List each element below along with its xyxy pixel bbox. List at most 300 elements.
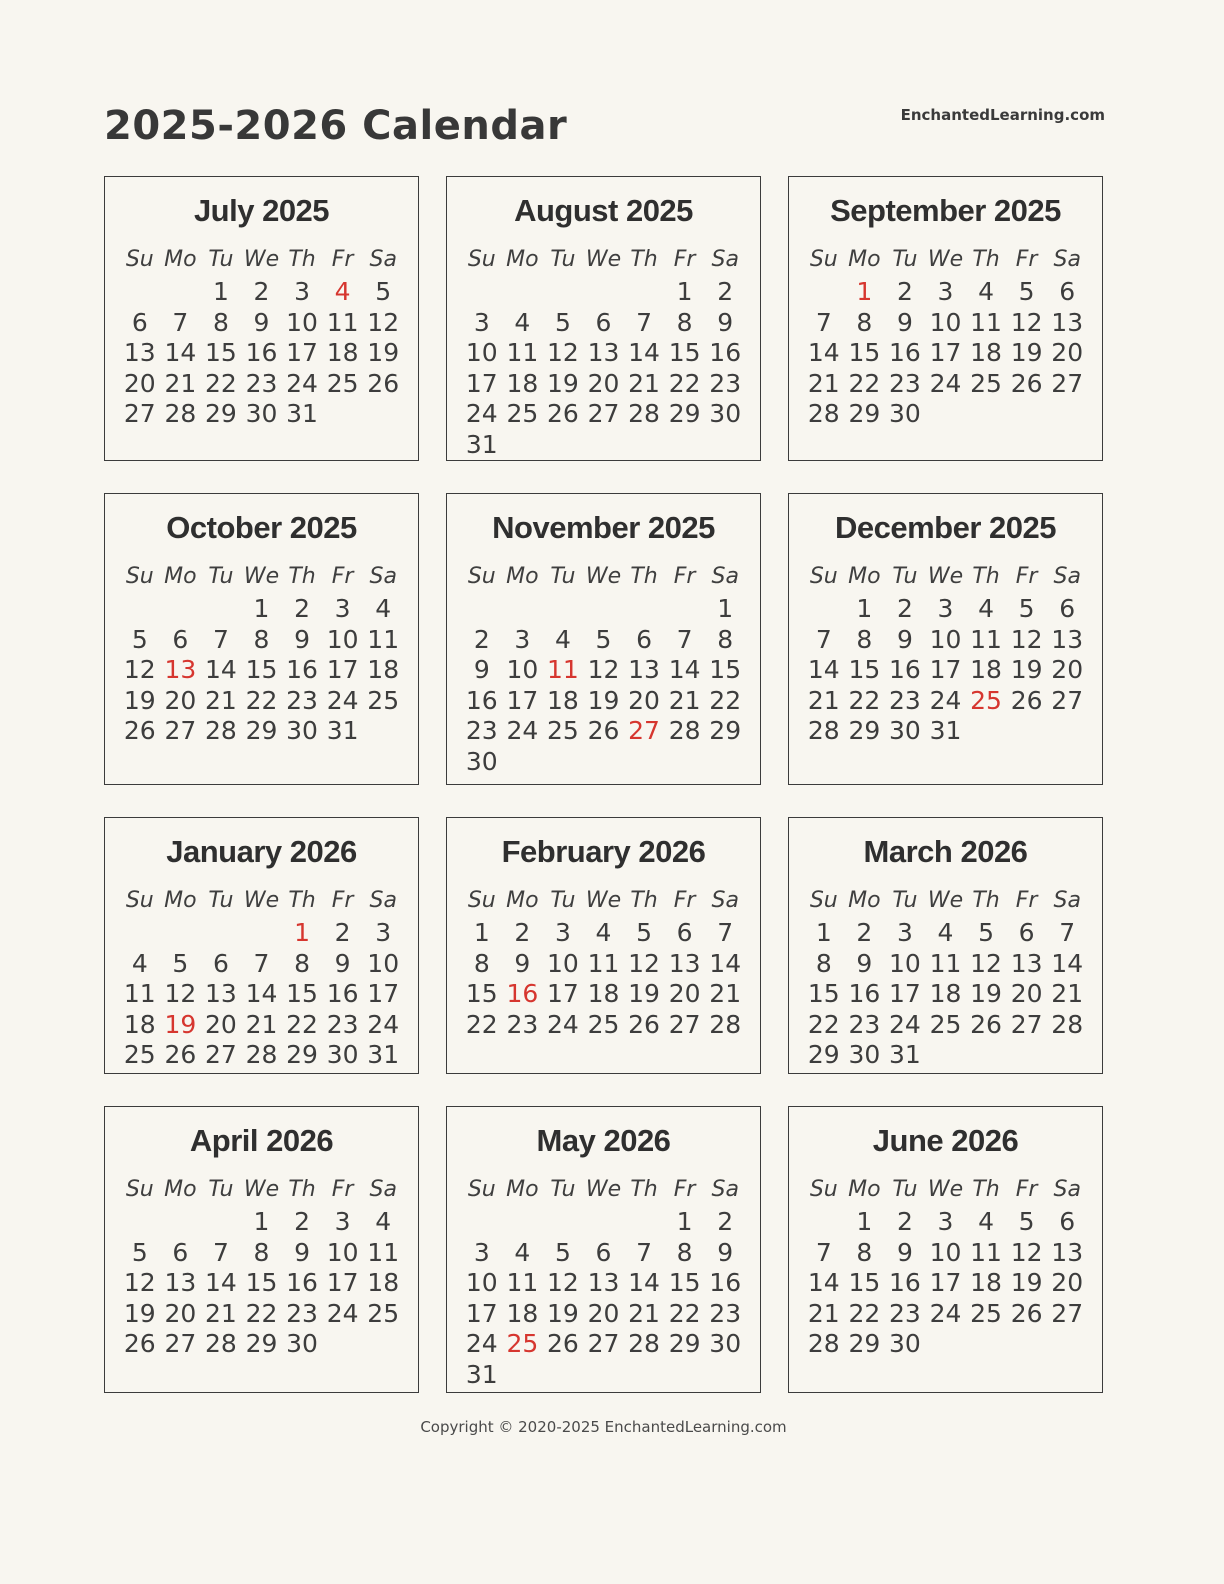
- date-cell: 9: [294, 1237, 311, 1267]
- empty-cell: [583, 277, 624, 308]
- page-title: 2025-2026 Calendar: [104, 103, 568, 149]
- empty-cell: [925, 399, 966, 430]
- date-cell: 1: [676, 1207, 693, 1236]
- day-header: Th: [288, 247, 316, 272]
- date-cell: 22: [807, 1009, 840, 1039]
- empty-cell: [1006, 716, 1047, 747]
- day-header: Su: [125, 888, 154, 913]
- date-cell: 29: [848, 1329, 881, 1358]
- empty-cell: [1047, 1040, 1088, 1071]
- day-header: Mo: [164, 888, 197, 913]
- date-cell: 16: [848, 979, 881, 1008]
- empty-cell: [804, 594, 845, 625]
- day-header: Tu: [208, 1177, 234, 1202]
- date-cell: 20: [164, 685, 197, 715]
- date-cell: 11: [123, 979, 156, 1008]
- date-cell: 27: [164, 1329, 197, 1358]
- date-cell: 6: [131, 307, 148, 337]
- date-cell: 19: [123, 1298, 156, 1328]
- day-header: Fr: [331, 888, 354, 913]
- day-header: Fr: [1015, 247, 1038, 272]
- date-cell: 4: [375, 1207, 392, 1236]
- day-header-row: [462, 1173, 746, 1207]
- date-cell: 19: [547, 1298, 579, 1328]
- date-cell: 9: [896, 1237, 913, 1267]
- day-header: Su: [467, 888, 496, 913]
- month-box: [446, 817, 761, 1074]
- day-header: Sa: [711, 888, 739, 913]
- date-cell: 7: [1059, 918, 1076, 947]
- empty-cell: [966, 1329, 1007, 1360]
- day-header: Th: [288, 1177, 316, 1202]
- date-cell: 4: [937, 918, 954, 947]
- date-cell: 13: [1051, 1237, 1084, 1267]
- date-cell: 24: [929, 368, 962, 398]
- date-cell: 2: [473, 624, 490, 654]
- day-header: We: [585, 247, 622, 272]
- date-cell: 3: [896, 918, 913, 947]
- date-cell: 26: [164, 1040, 197, 1069]
- date-cell: 7: [676, 624, 693, 654]
- copyright: Copyright © 2020-2025 EnchantedLearning.com: [420, 1418, 787, 1436]
- day-header-row: [120, 884, 404, 918]
- date-cell: 10: [929, 1237, 962, 1267]
- date-cell: 11: [547, 655, 579, 684]
- date-cell: 12: [1010, 1237, 1043, 1267]
- date-cell: 5: [375, 277, 392, 306]
- month-title: August 2025: [514, 193, 693, 228]
- day-header: Su: [467, 564, 496, 589]
- date-cell: 8: [815, 948, 832, 978]
- date-cell: 20: [205, 1009, 237, 1039]
- day-header: Su: [809, 1177, 838, 1202]
- date-cell: 5: [595, 624, 612, 654]
- date-cell: 5: [1018, 277, 1035, 306]
- empty-cell: [160, 594, 201, 625]
- date-cell: 31: [326, 716, 359, 745]
- date-cell: 3: [937, 594, 954, 623]
- month-title: July 2025: [193, 193, 330, 228]
- date-cell: 13: [628, 655, 660, 684]
- date-cell: 16: [245, 338, 278, 367]
- date-cell: 15: [848, 338, 881, 367]
- day-header: Mo: [164, 247, 197, 272]
- date-cell: 15: [668, 338, 701, 367]
- date-cell: 3: [473, 307, 490, 337]
- day-header: Tu: [550, 564, 576, 589]
- date-cell: 13: [1010, 948, 1043, 978]
- date-cell: 4: [334, 277, 351, 306]
- date-cell: 6: [172, 1237, 189, 1267]
- empty-cell: [705, 430, 746, 461]
- date-cell: 8: [717, 624, 734, 654]
- date-cell: 30: [889, 399, 921, 428]
- date-cell: 7: [815, 1237, 832, 1267]
- date-cell: 16: [709, 338, 742, 367]
- date-cell: 25: [587, 1009, 620, 1039]
- empty-cell: [664, 430, 705, 461]
- empty-cell: [363, 1329, 404, 1360]
- day-header: Th: [972, 1177, 1000, 1202]
- date-cell: 14: [628, 1268, 660, 1297]
- date-cell: 3: [334, 1207, 351, 1236]
- date-cell: 14: [628, 338, 660, 367]
- date-cell: 13: [587, 1268, 620, 1297]
- date-cell: 7: [636, 307, 653, 337]
- empty-cell: [624, 594, 665, 625]
- date-cell: 31: [465, 429, 498, 459]
- date-cell: 10: [547, 948, 579, 978]
- empty-cell: [705, 1360, 746, 1391]
- date-cell: 12: [587, 655, 620, 684]
- day-header: Fr: [673, 247, 696, 272]
- date-cell: 24: [547, 1009, 579, 1039]
- date-cell: 26: [628, 1009, 660, 1039]
- date-cell: 12: [1010, 624, 1043, 654]
- date-cell: 27: [587, 1329, 620, 1358]
- date-cell: 2: [294, 1207, 311, 1236]
- date-cell: 2: [856, 918, 873, 947]
- empty-cell: [543, 747, 584, 778]
- day-header: Sa: [369, 564, 397, 589]
- date-cell: 8: [253, 624, 270, 654]
- date-cell: 27: [1051, 1298, 1084, 1328]
- date-cell: 30: [465, 746, 498, 776]
- empty-cell: [583, 747, 624, 778]
- date-cell: 21: [628, 1298, 660, 1328]
- day-header-row: [462, 560, 746, 594]
- empty-cell: [543, 1207, 584, 1238]
- date-cell: 5: [172, 948, 189, 978]
- date-grid: [120, 1207, 404, 1360]
- date-cell: 30: [326, 1040, 359, 1069]
- date-cell: 14: [668, 655, 701, 684]
- date-cell: 1: [253, 594, 270, 623]
- date-cell: 4: [514, 1237, 531, 1267]
- date-cell: 13: [1051, 624, 1084, 654]
- date-cell: 3: [554, 918, 571, 947]
- empty-cell: [543, 594, 584, 625]
- date-cell: 24: [929, 1298, 962, 1328]
- date-cell: 28: [164, 399, 197, 428]
- day-header: Sa: [1053, 247, 1081, 272]
- date-cell: 27: [1010, 1009, 1043, 1039]
- empty-cell: [966, 716, 1007, 747]
- date-cell: 1: [856, 277, 873, 306]
- date-cell: 18: [587, 979, 620, 1008]
- calendar-grid: [104, 176, 1103, 1393]
- month-box: [446, 176, 761, 461]
- date-cell: 16: [889, 1268, 921, 1297]
- day-header-row: [804, 884, 1088, 918]
- date-cell: 25: [970, 685, 1002, 715]
- date-cell: 9: [856, 948, 873, 978]
- date-cell: 15: [709, 655, 742, 684]
- day-header: Th: [630, 247, 658, 272]
- date-cell: 4: [514, 307, 531, 337]
- date-cell: 7: [212, 1237, 229, 1267]
- date-cell: 29: [245, 716, 278, 745]
- date-cell: 17: [286, 338, 318, 367]
- date-cell: 3: [937, 1207, 954, 1236]
- day-header: We: [927, 247, 964, 272]
- date-cell: 1: [676, 277, 693, 306]
- date-cell: 13: [1051, 307, 1084, 337]
- date-cell: 10: [465, 1268, 498, 1297]
- date-cell: 22: [465, 1009, 498, 1039]
- day-header: Tu: [550, 1177, 576, 1202]
- date-cell: 15: [465, 979, 498, 1008]
- date-cell: 17: [326, 655, 359, 684]
- day-header: Sa: [711, 1177, 739, 1202]
- date-cell: 21: [164, 368, 197, 398]
- date-cell: 27: [668, 1009, 701, 1039]
- date-cell: 30: [889, 1329, 921, 1358]
- date-cell: 19: [164, 1009, 197, 1039]
- day-header: Tu: [892, 1177, 918, 1202]
- day-header: Tu: [892, 888, 918, 913]
- date-cell: 6: [1059, 277, 1076, 306]
- date-cell: 20: [1051, 1268, 1084, 1297]
- date-cell: 16: [326, 979, 359, 1008]
- month-box: [788, 1106, 1103, 1393]
- date-cell: 4: [375, 594, 392, 623]
- date-cell: 9: [896, 307, 913, 337]
- day-header: Su: [467, 247, 496, 272]
- month-title: February 2026: [501, 834, 706, 869]
- day-header: We: [585, 1177, 622, 1202]
- empty-cell: [624, 1207, 665, 1238]
- date-cell: 16: [286, 1268, 318, 1297]
- date-cell: 26: [587, 716, 620, 745]
- date-cell: 14: [164, 338, 197, 367]
- date-cell: 28: [807, 399, 840, 428]
- date-cell: 24: [286, 368, 318, 398]
- empty-cell: [462, 277, 503, 308]
- day-header: Mo: [848, 247, 881, 272]
- date-cell: 16: [709, 1268, 742, 1297]
- date-cell: 5: [1018, 594, 1035, 623]
- date-cell: 20: [587, 368, 620, 398]
- empty-cell: [201, 594, 242, 625]
- date-cell: 23: [465, 716, 498, 745]
- month-title: November 2025: [492, 510, 715, 545]
- day-header-row: [804, 560, 1088, 594]
- date-cell: 1: [815, 918, 832, 947]
- empty-cell: [925, 1329, 966, 1360]
- month-box: [104, 493, 419, 785]
- date-cell: 3: [514, 624, 531, 654]
- date-cell: 22: [205, 368, 237, 398]
- date-cell: 26: [547, 399, 579, 428]
- date-cell: 25: [367, 1298, 400, 1328]
- date-cell: 5: [131, 624, 148, 654]
- date-cell: 24: [465, 1329, 498, 1358]
- date-cell: 4: [978, 1207, 995, 1236]
- day-header: Su: [125, 564, 154, 589]
- date-cell: 20: [1051, 338, 1084, 367]
- date-cell: 2: [896, 277, 913, 306]
- day-header: Mo: [848, 564, 881, 589]
- day-header: Sa: [369, 247, 397, 272]
- date-grid: [804, 918, 1088, 1071]
- date-cell: 23: [286, 1298, 318, 1328]
- day-header: Su: [125, 1177, 154, 1202]
- date-cell: 28: [807, 716, 840, 745]
- date-cell: 23: [889, 368, 921, 398]
- date-cell: 20: [164, 1298, 197, 1328]
- empty-cell: [1047, 716, 1088, 747]
- date-cell: 26: [123, 1329, 156, 1358]
- date-cell: 11: [506, 338, 539, 367]
- date-cell: 28: [807, 1329, 840, 1358]
- day-header: We: [927, 564, 964, 589]
- date-cell: 12: [970, 948, 1002, 978]
- date-cell: 28: [709, 1009, 742, 1039]
- date-cell: 13: [587, 338, 620, 367]
- date-cell: 25: [326, 368, 359, 398]
- date-cell: 21: [205, 685, 237, 715]
- date-cell: 18: [970, 338, 1002, 367]
- date-cell: 10: [326, 1237, 359, 1267]
- empty-cell: [462, 594, 503, 625]
- empty-cell: [322, 399, 363, 430]
- day-header-row: [462, 243, 746, 277]
- empty-cell: [363, 399, 404, 430]
- date-grid: [804, 1207, 1088, 1360]
- day-header: Th: [630, 888, 658, 913]
- date-cell: 11: [970, 624, 1002, 654]
- date-cell: 30: [709, 399, 742, 428]
- date-cell: 21: [668, 685, 701, 715]
- day-header-row: [462, 884, 746, 918]
- date-cell: 19: [1010, 338, 1043, 367]
- date-cell: 27: [123, 399, 156, 428]
- day-header: Tu: [208, 888, 234, 913]
- empty-cell: [160, 1207, 201, 1238]
- day-header: Tu: [892, 564, 918, 589]
- date-cell: 5: [1018, 1207, 1035, 1236]
- empty-cell: [543, 430, 584, 461]
- date-cell: 1: [856, 594, 873, 623]
- date-cell: 1: [856, 1207, 873, 1236]
- day-header: Fr: [673, 1177, 696, 1202]
- day-header: Fr: [1015, 1177, 1038, 1202]
- date-cell: 23: [286, 685, 318, 715]
- empty-cell: [120, 918, 161, 949]
- empty-cell: [624, 747, 665, 778]
- date-cell: 18: [970, 1268, 1002, 1297]
- date-cell: 7: [212, 624, 229, 654]
- day-header: Sa: [711, 247, 739, 272]
- empty-cell: [241, 918, 282, 949]
- date-cell: 13: [164, 1268, 197, 1297]
- empty-cell: [462, 1207, 503, 1238]
- date-cell: 28: [668, 716, 701, 745]
- date-cell: 6: [636, 624, 653, 654]
- day-header: Tu: [892, 247, 918, 272]
- date-cell: 7: [636, 1237, 653, 1267]
- date-cell: 20: [587, 1298, 620, 1328]
- date-grid: [462, 594, 746, 777]
- day-header: We: [243, 1177, 280, 1202]
- day-header: Mo: [848, 888, 881, 913]
- date-cell: 3: [937, 277, 954, 306]
- day-header: Th: [972, 564, 1000, 589]
- empty-cell: [201, 1207, 242, 1238]
- date-cell: 18: [506, 368, 539, 398]
- date-cell: 5: [554, 1237, 571, 1267]
- day-header: We: [585, 888, 622, 913]
- date-cell: 4: [131, 948, 148, 978]
- date-cell: 8: [253, 1237, 270, 1267]
- date-cell: 9: [253, 307, 270, 337]
- day-header: Fr: [331, 564, 354, 589]
- date-cell: 15: [848, 1268, 881, 1297]
- date-cell: 7: [172, 307, 189, 337]
- date-cell: 9: [896, 624, 913, 654]
- date-cell: 25: [506, 399, 539, 428]
- date-cell: 3: [294, 277, 311, 306]
- month-title: June 2026: [872, 1123, 1019, 1158]
- day-header: Su: [809, 247, 838, 272]
- day-header: We: [927, 1177, 964, 1202]
- date-cell: 25: [547, 716, 579, 745]
- date-cell: 23: [889, 1298, 921, 1328]
- date-cell: 14: [205, 655, 237, 684]
- date-cell: 12: [547, 338, 579, 367]
- month-box: [788, 493, 1103, 785]
- day-header: Sa: [1053, 888, 1081, 913]
- date-cell: 15: [668, 1268, 701, 1297]
- empty-cell: [966, 1040, 1007, 1071]
- date-cell: 5: [554, 307, 571, 337]
- month-title: April 2026: [189, 1123, 334, 1158]
- day-header: Sa: [711, 564, 739, 589]
- date-cell: 1: [294, 918, 311, 947]
- date-cell: 1: [473, 918, 490, 947]
- day-header: Tu: [208, 564, 234, 589]
- date-cell: 23: [506, 1009, 539, 1039]
- empty-cell: [664, 747, 705, 778]
- date-cell: 2: [717, 277, 734, 306]
- date-grid: [804, 277, 1088, 430]
- date-cell: 10: [286, 307, 318, 337]
- empty-cell: [664, 1360, 705, 1391]
- empty-cell: [502, 1207, 543, 1238]
- date-cell: 6: [1059, 594, 1076, 623]
- date-cell: 5: [978, 918, 995, 947]
- date-cell: 26: [1010, 685, 1043, 715]
- empty-cell: [120, 1207, 161, 1238]
- date-cell: 24: [326, 1298, 359, 1328]
- date-cell: 11: [367, 1237, 400, 1267]
- date-cell: 12: [123, 655, 156, 684]
- date-cell: 6: [1018, 918, 1035, 947]
- date-cell: 21: [1051, 979, 1084, 1008]
- day-header: Sa: [369, 888, 397, 913]
- date-cell: 24: [326, 685, 359, 715]
- date-cell: 1: [253, 1207, 270, 1236]
- date-cell: 11: [367, 624, 400, 654]
- date-cell: 19: [587, 685, 620, 715]
- date-cell: 6: [676, 918, 693, 947]
- month-title: March 2026: [863, 834, 1028, 869]
- date-cell: 16: [465, 685, 498, 715]
- date-cell: 4: [978, 277, 995, 306]
- date-cell: 26: [1010, 368, 1043, 398]
- date-cell: 8: [473, 948, 490, 978]
